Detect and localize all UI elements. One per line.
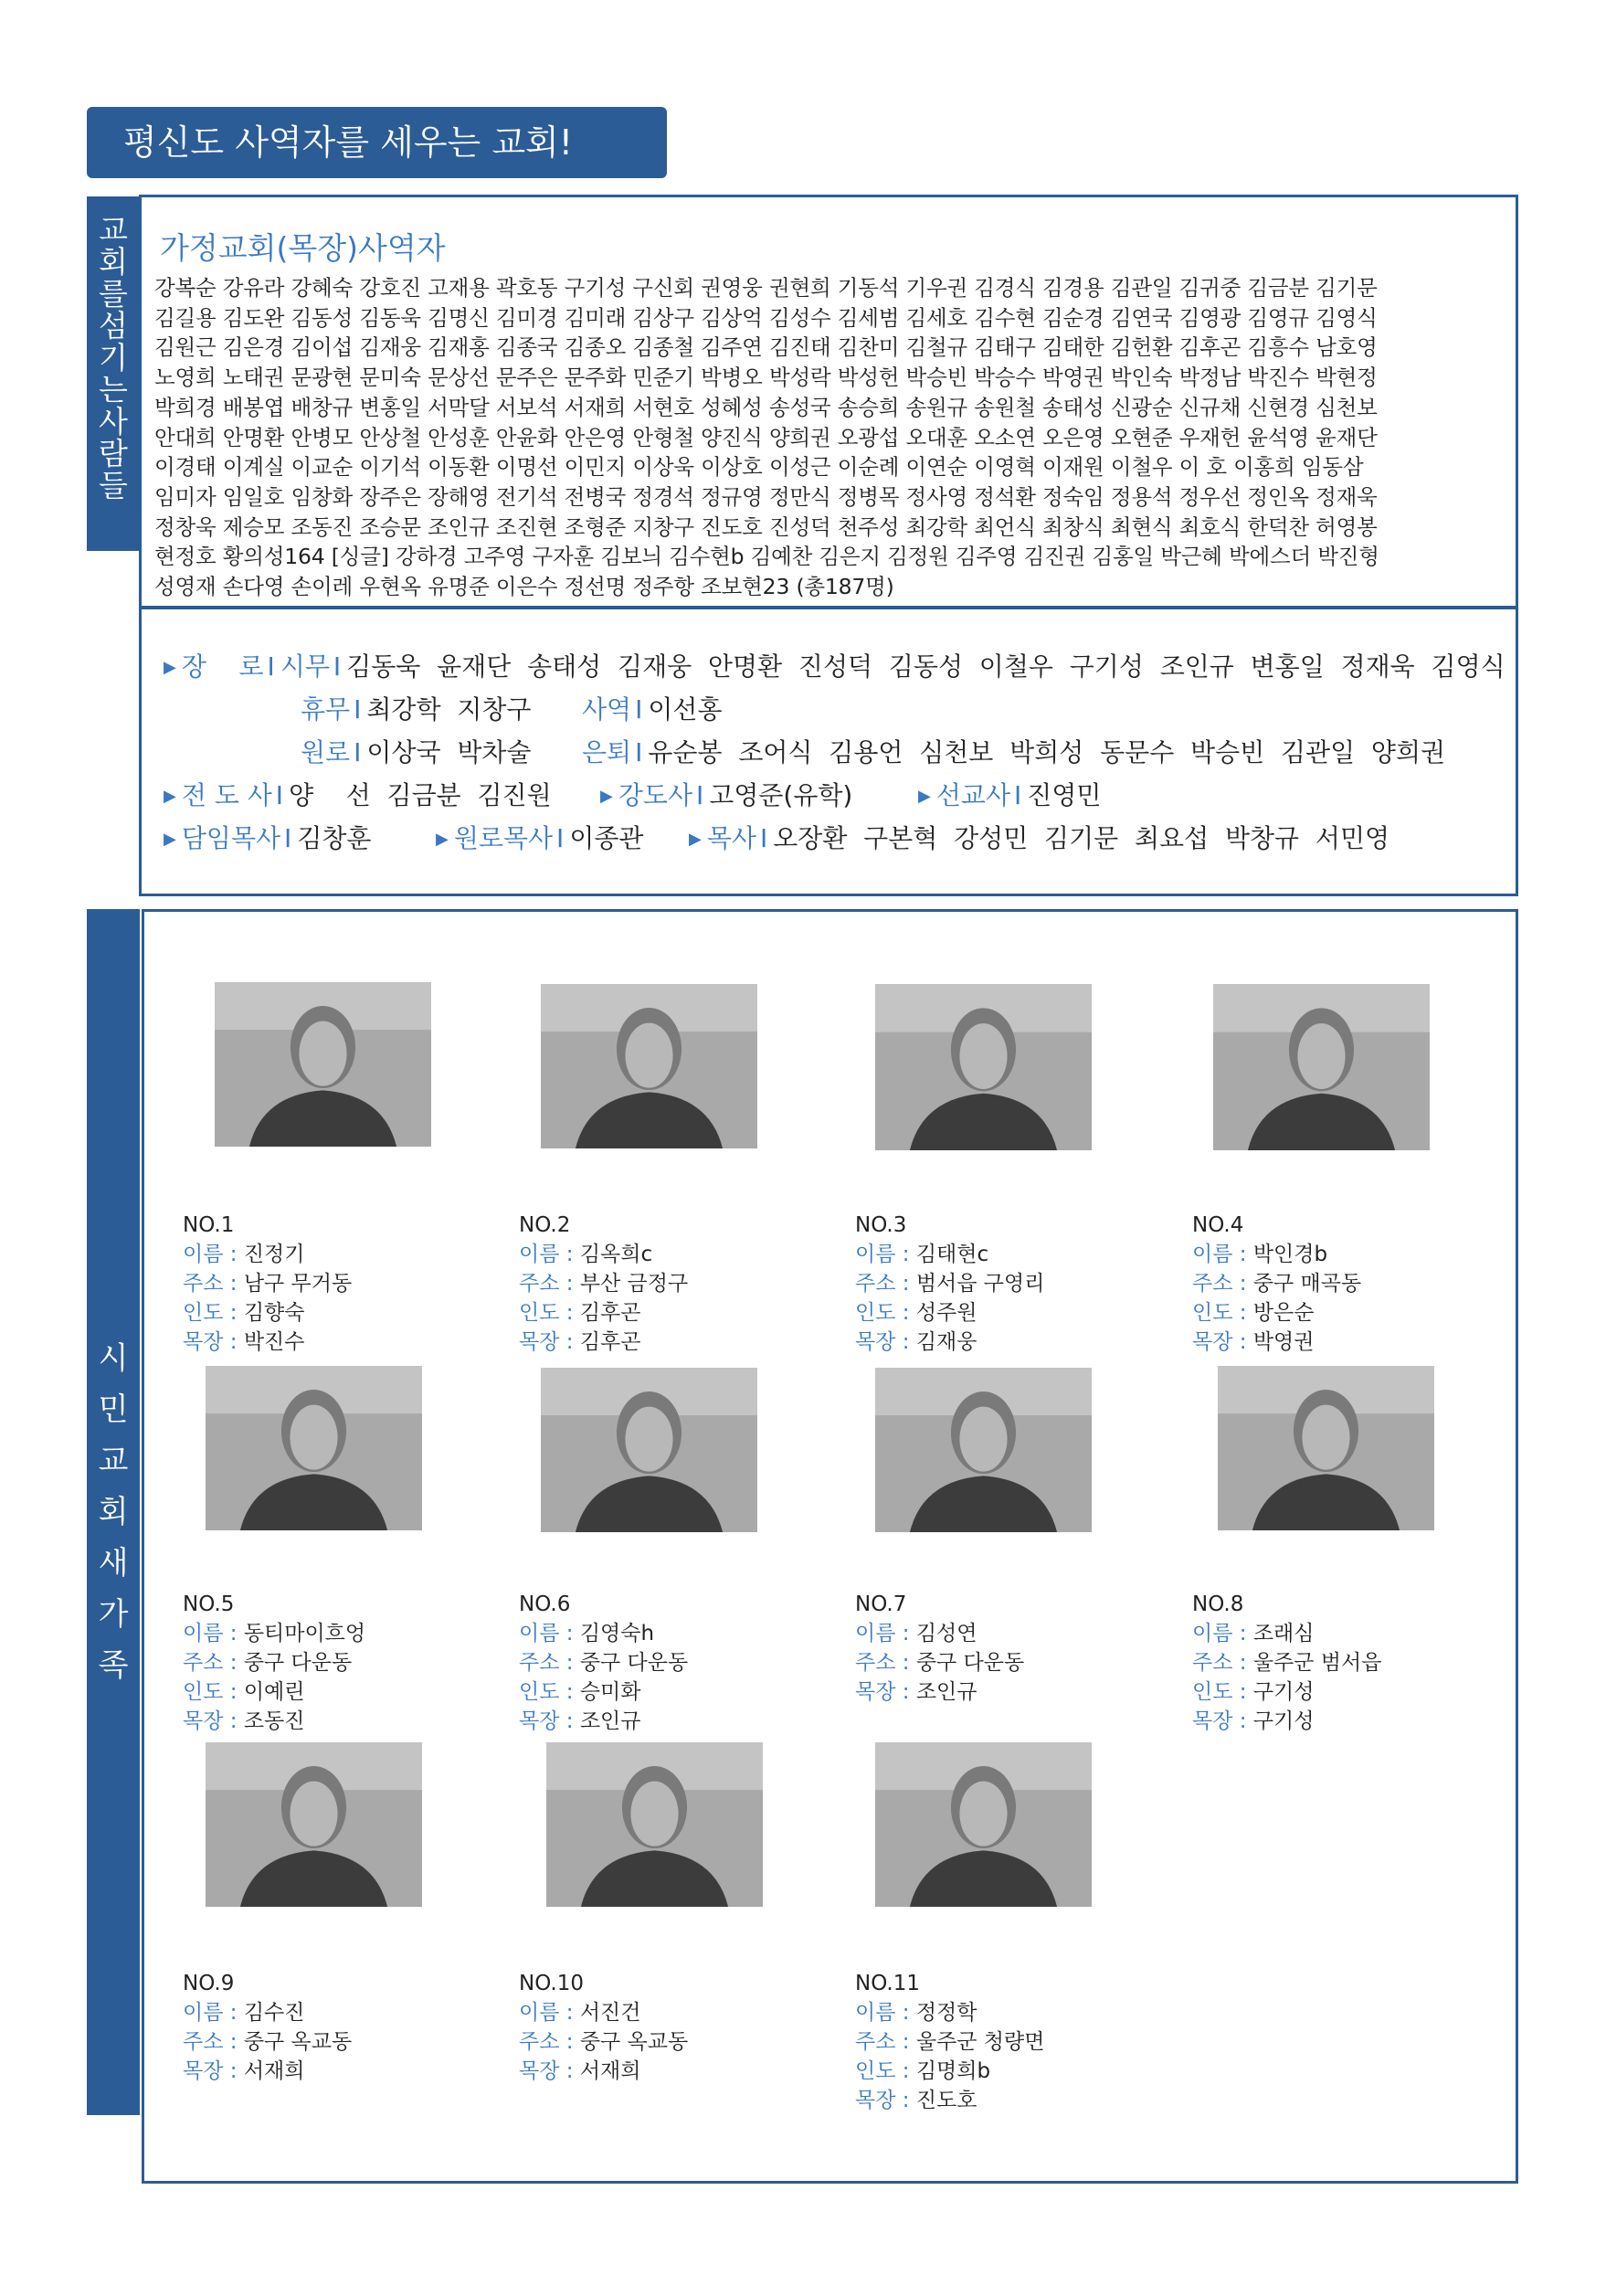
- triangle-bullet-icon: ▶: [600, 787, 613, 806]
- separator: I: [556, 823, 565, 853]
- member-address: 주소 : 중구 다운동: [855, 1651, 1025, 1675]
- member-leader: 목장 : 진도호: [855, 2089, 977, 2112]
- member-leader: 목장 : 조동진: [183, 1709, 305, 1733]
- member-info: [519, 1590, 688, 1736]
- member-name: 이름 : 정정학: [855, 2001, 977, 2025]
- name-line: 안대희 안명환 안병모 안상철 안성훈 안윤화 안은영 안형철 양진식 양희권 오광섭 오대훈 오소연 오은영 오현준 우재헌 윤석영 윤재단: [154, 424, 1378, 450]
- separator: I: [333, 651, 342, 682]
- staff-pastors-row: [164, 817, 1516, 860]
- name-line: 김원근 김은경 김이섭 김재웅 김재홍 김종국 김종오 김종철 김주연 김진태 김찬미 김철규 김태구 김태한 김헌환 김후곤 김흥수 남호영: [154, 334, 1378, 361]
- member-name: 이름 : 조래심: [1192, 1622, 1315, 1645]
- separator: I: [284, 823, 292, 853]
- member-leader: 목장 : 구기성: [1192, 1709, 1315, 1733]
- side-tab-char: 시: [98, 1340, 129, 1377]
- evangelists: 양 선 김금분 김진원: [289, 780, 552, 810]
- triangle-bullet-icon: ▶: [164, 787, 176, 806]
- side-tab-new-family: [87, 909, 140, 2115]
- member-name: 이름 : 박인경b: [1192, 1243, 1328, 1266]
- member-name: 이름 : 김태현c: [855, 1243, 989, 1266]
- triangle-bullet-icon: ▶: [436, 830, 449, 849]
- member-leader: 목장 : 김후곤: [519, 1330, 641, 1354]
- member-guide: 인도 : 김명희b: [855, 2059, 991, 2083]
- member-address: 주소 : 남구 무거동: [183, 1272, 353, 1296]
- house-church-name-list: [154, 273, 1503, 602]
- member-guide: 인도 : 구기성: [1192, 1680, 1315, 1704]
- separator: I: [696, 780, 704, 810]
- name-line: 임미자 임일호 임창화 장주은 장해영 전기석 전병국 정경석 정규영 정만식 정병목 정사영 정석환 정숙임 정용석 정우선 정인옥 정재욱: [154, 483, 1378, 510]
- missionary-label: 선교사: [935, 780, 1010, 810]
- lecturer-label: 강도사: [618, 780, 692, 810]
- member-address: 주소 : 범서읍 구영리: [855, 1272, 1045, 1296]
- rest-label: 휴무: [301, 694, 351, 725]
- member-number: NO.1: [183, 1213, 235, 1237]
- side-tab-char: 기: [99, 339, 128, 376]
- ministry-label: 사역: [582, 694, 632, 725]
- member-number: NO.4: [1192, 1213, 1244, 1237]
- staff-elders-row: [164, 645, 1516, 688]
- name-line: 성영재 손다영 손이레 우현옥 유명준 이은수 정선명 정주항 조보현23 (총187명): [154, 574, 894, 600]
- member-number: NO.8: [1192, 1592, 1244, 1616]
- member-name: 이름 : 서진건: [519, 2001, 641, 2025]
- separator: I: [275, 780, 284, 810]
- member-name: 이름 : 김성연: [855, 1622, 977, 1645]
- separator: I: [354, 694, 362, 725]
- separator: I: [635, 737, 643, 767]
- member-leader: 목장 : 서재희: [183, 2059, 305, 2083]
- lecturers: 고영준(유학): [709, 780, 853, 810]
- member-leader: 목장 : 조인규: [519, 1709, 641, 1733]
- member-name: 이름 : 김영숙h: [519, 1622, 655, 1645]
- triangle-bullet-icon: ▶: [164, 658, 176, 677]
- member-info: [183, 1590, 365, 1736]
- senior-pastor-label: 담임목사: [181, 823, 281, 853]
- member-photo: [875, 984, 1092, 1150]
- emeritus-pastor-label: 원로목사: [453, 823, 554, 853]
- separator: I: [267, 651, 275, 682]
- retired-elders: 유순봉 조어식 김용언 심천보 박희성 동문수 박승빈 김관일 양희권: [648, 737, 1446, 767]
- member-guide: 인도 : 김후곤: [519, 1301, 641, 1325]
- side-tab-char: 족: [98, 1647, 129, 1684]
- staff-elders-row-2: [164, 688, 1516, 731]
- member-address: 주소 : 부산 금정구: [519, 1272, 689, 1296]
- member-number: NO.2: [519, 1213, 571, 1237]
- member-info: [519, 1969, 688, 2086]
- side-tab-servants: [87, 196, 140, 551]
- separator: I: [635, 694, 643, 725]
- triangle-bullet-icon: ▶: [164, 830, 176, 849]
- pastor-label: 목사: [706, 823, 756, 853]
- member-guide: 인도 : 김향숙: [183, 1301, 305, 1325]
- staff-elders-row-3: [164, 731, 1516, 774]
- member-address: 주소 : 중구 옥교동: [183, 2030, 353, 2054]
- member-info: [855, 1590, 1024, 1707]
- emeritus-elders: 이상국 박차술: [366, 737, 532, 767]
- member-photo: [215, 982, 431, 1147]
- member-address: 주소 : 울주군 청량면: [855, 2030, 1045, 2054]
- rest-elders: 최강학 지창구: [366, 694, 532, 725]
- member-number: NO.5: [183, 1592, 235, 1616]
- name-line: 강복순 강유라 강혜숙 강호진 고재용 곽호동 구기성 구신회 권영웅 권현희 기동석 기우권 김경식 김경용 김관일 김귀중 김금분 김기문: [154, 275, 1378, 301]
- side-tab-char: 새: [98, 1545, 129, 1582]
- triangle-bullet-icon: ▶: [689, 830, 702, 849]
- member-number: NO.6: [519, 1592, 571, 1616]
- member-name: 이름 : 진정기: [183, 1243, 305, 1266]
- member-info: [183, 1969, 352, 2086]
- member-photo: [541, 1368, 757, 1532]
- member-address: 주소 : 울주군 범서읍: [1192, 1651, 1382, 1675]
- side-tab-char: 회: [98, 1494, 129, 1530]
- separator: I: [354, 737, 362, 767]
- member-photo: [541, 984, 757, 1148]
- member-number: NO.7: [855, 1592, 907, 1616]
- name-line: 정창욱 제승모 조동진 조승문 조인규 조진현 조형준 지창구 진도호 진성덕 천주성 최강학 최언식 최창식 최현식 최호식 한덕찬 허영봉: [154, 513, 1378, 540]
- member-info: [855, 1211, 1044, 1357]
- active-label: 시무: [280, 651, 330, 682]
- pastors: 오장환 구본혁 강성민 김기문 최요섭 박창규 서민영: [773, 823, 1390, 853]
- member-info: [183, 1211, 352, 1357]
- elder-label: 장 로: [181, 651, 264, 682]
- name-line: 이경태 이계실 이교순 이기석 이동환 이명선 이민지 이상욱 이상호 이성근 이순례 이연순 이영혁 이재원 이철우 이 호 이홍희 임동삼: [154, 454, 1364, 481]
- emeritus-label: 원로: [301, 737, 351, 767]
- member-photo: [206, 1366, 422, 1530]
- member-photo: [875, 1368, 1092, 1532]
- side-tab-char: 회: [99, 243, 128, 280]
- house-church-section: [139, 195, 1518, 608]
- section-title: 가정교회(목장)사역자: [160, 230, 446, 266]
- name-line: 노영희 노태권 문광현 문미숙 문상선 문주은 문주화 민준기 박병오 박성락 박성헌 박승빈 박승수 박영권 박인숙 박정남 박진수 박현정: [154, 365, 1378, 391]
- member-guide: 인도 : 성주원: [855, 1301, 977, 1325]
- member-number: NO.10: [519, 1972, 584, 1995]
- side-tab-char: 들: [99, 467, 128, 503]
- member-photo: [206, 1742, 422, 1907]
- side-tab-char: 람: [99, 435, 128, 471]
- side-tab-char: 사: [99, 403, 128, 439]
- member-leader: 목장 : 박영권: [1192, 1330, 1315, 1354]
- member-photo: [1218, 1366, 1434, 1530]
- retired-label: 은퇴: [582, 737, 632, 767]
- name-line: 김길용 김도완 김동성 김동욱 김명신 김미경 김미래 김상구 김상억 김성수 김세범 김세호 김수현 김순경 김연국 김영광 김영규 김영식: [154, 304, 1378, 331]
- member-photo: [875, 1742, 1092, 1907]
- member-info: [1192, 1590, 1381, 1736]
- side-tab-char: 교: [98, 1443, 129, 1479]
- staff-section: [139, 607, 1518, 896]
- member-name: 이름 : 동티마이흐엉: [183, 1622, 366, 1645]
- side-tab-char: 를: [99, 275, 128, 312]
- member-guide: 인도 : 이예린: [183, 1680, 305, 1704]
- evangelist-label: 전 도 사: [181, 780, 272, 810]
- member-guide: 인도 : 방은순: [1192, 1301, 1315, 1325]
- side-tab-char: 섬: [99, 307, 128, 344]
- member-address: 주소 : 중구 다운동: [519, 1651, 689, 1675]
- member-info: [519, 1211, 688, 1357]
- member-leader: 목장 : 조인규: [855, 1680, 977, 1704]
- side-tab-char: 교: [99, 212, 128, 248]
- member-leader: 목장 : 박진수: [183, 1330, 305, 1354]
- member-address: 주소 : 중구 옥교동: [519, 2030, 689, 2054]
- side-tab-char: 가: [98, 1596, 129, 1633]
- member-photo: [546, 1742, 763, 1907]
- member-name: 이름 : 김수진: [183, 2001, 305, 2025]
- ministry-elders: 이선홍: [648, 694, 723, 725]
- side-tab-char: 민: [98, 1391, 129, 1428]
- name-line: 현정호 황의성164 [싱글] 강하경 고주영 구자훈 김보늬 김수현b 김예찬 김은지 김정원 김주영 김진권 김홍일 박근혜 박에스더 박진형: [154, 544, 1379, 570]
- member-number: NO.3: [855, 1213, 907, 1237]
- member-guide: 인도 : 승미화: [519, 1680, 641, 1704]
- member-address: 주소 : 중구 매곡동: [1192, 1272, 1362, 1296]
- member-number: NO.9: [183, 1972, 235, 1995]
- page-banner: 평신도 사역자를 세우는 교회!: [87, 107, 667, 178]
- active-elders: 김동욱 윤재단 송태성 김재웅 안명환 진성덕 김동성 이철우 구기성 조인규 변홍일 정재욱 김영식: [346, 651, 1506, 682]
- member-name: 이름 : 김옥희c: [519, 1243, 653, 1266]
- missionaries: 진영민: [1027, 780, 1102, 810]
- member-leader: 목장 : 서재희: [519, 2059, 641, 2083]
- member-info: [855, 1969, 1044, 2115]
- member-number: NO.11: [855, 1972, 920, 1995]
- staff-ministers-row: [164, 774, 1516, 817]
- emeritus-pastor: 이종관: [569, 823, 644, 853]
- member-info: [1192, 1211, 1361, 1357]
- triangle-bullet-icon: ▶: [918, 787, 931, 806]
- separator: I: [759, 823, 768, 853]
- side-tab-char: 는: [99, 371, 128, 407]
- name-line: 박희경 배봉엽 배창규 변홍일 서막달 서보석 서재희 서현호 성혜성 송성국 송승희 송원규 송원철 송태성 신광순 신규채 신현경 심천보: [154, 394, 1378, 420]
- separator: I: [1014, 780, 1022, 810]
- member-leader: 목장 : 김재웅: [855, 1330, 977, 1354]
- member-address: 주소 : 중구 다운동: [183, 1651, 353, 1675]
- senior-pastor: 김창훈: [297, 823, 372, 853]
- member-photo: [1213, 984, 1430, 1150]
